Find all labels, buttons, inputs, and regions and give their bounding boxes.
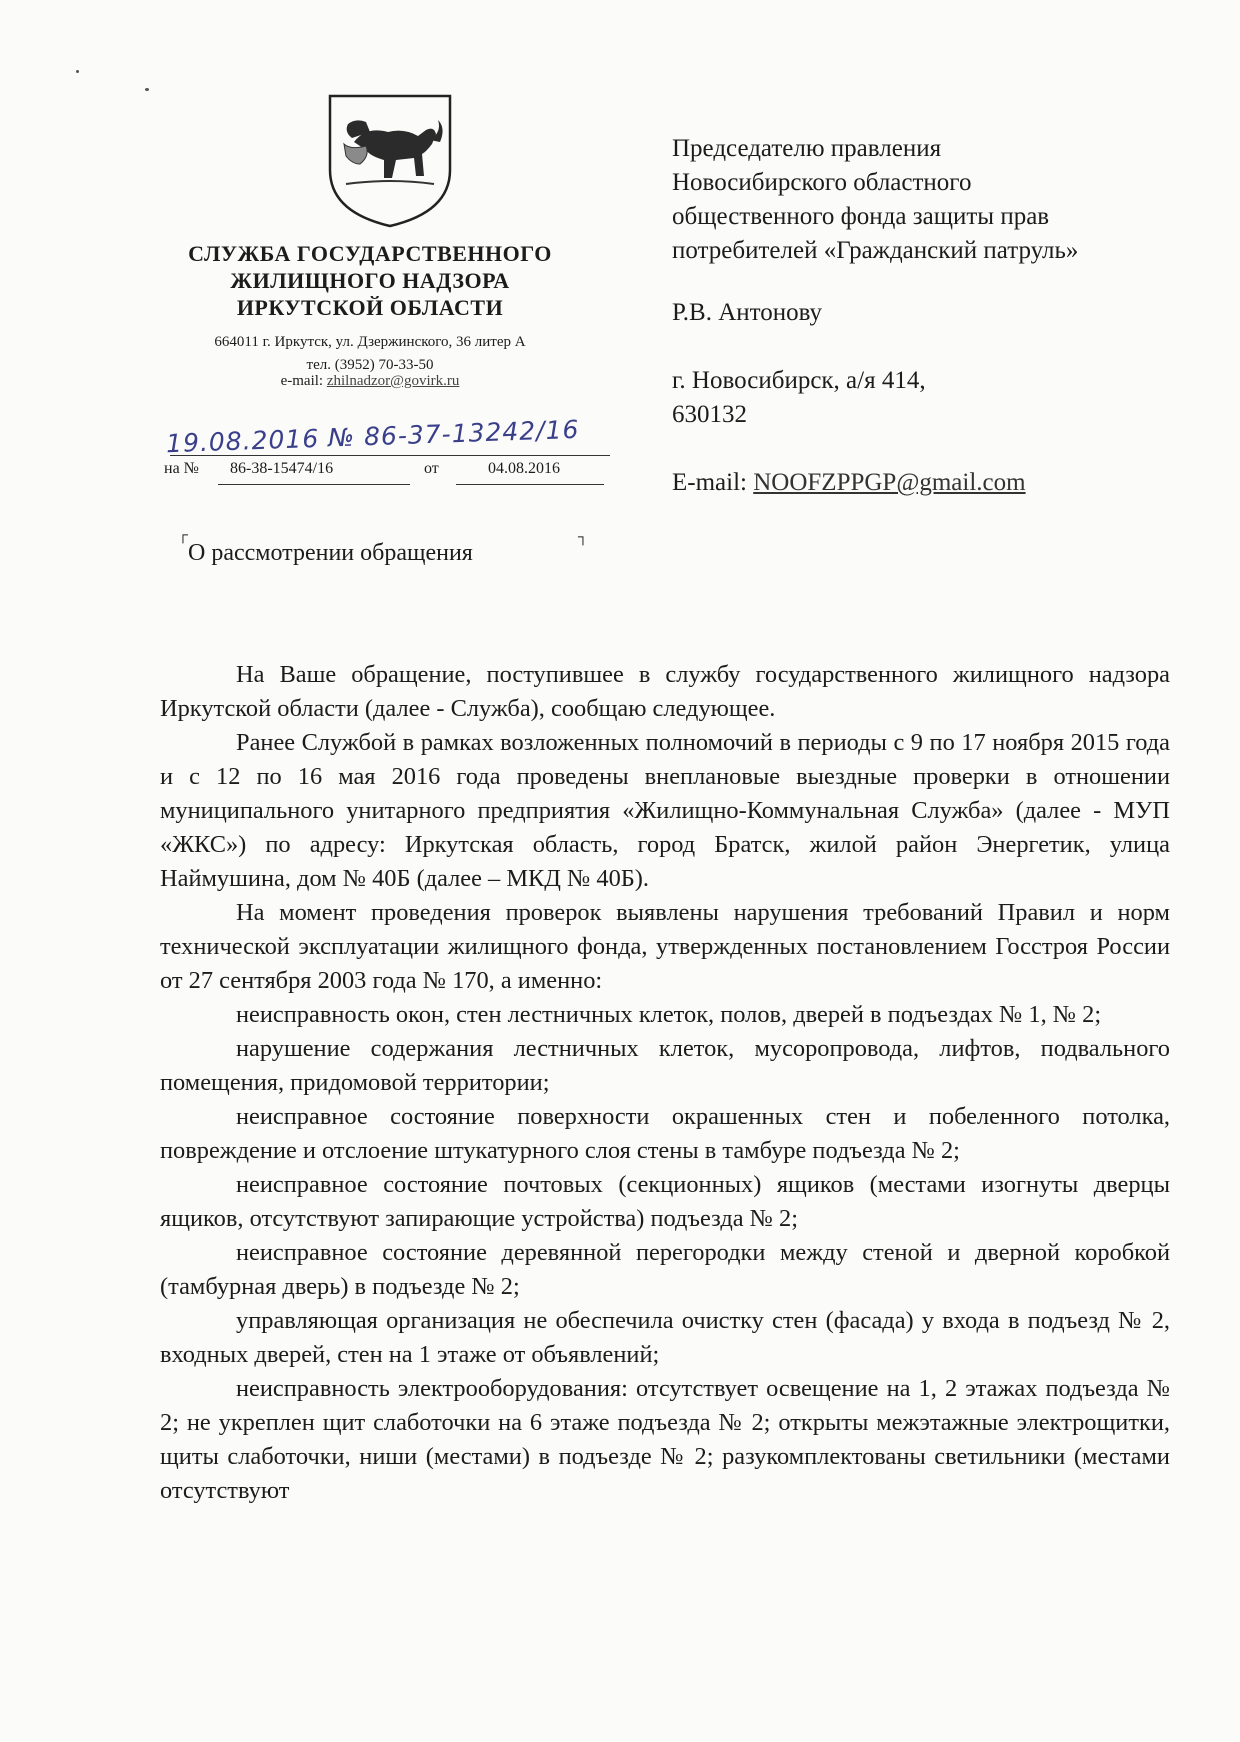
bracket-mark: ┌ xyxy=(178,528,188,543)
body-paragraph: неисправное состояние почтовых (секционных) ящиков (местами изогнуты дверцы ящиков, отсутствуют запирающие устройства) подъезда № 2; xyxy=(160,1171,1170,1232)
body-paragraph: На Ваше обращение, поступившее в службу государственного жилищного надзора Иркутской области (далее - Служба), сообщаю следующее. xyxy=(160,661,1170,722)
sender-block xyxy=(150,240,590,389)
coat-of-arms-icon xyxy=(326,92,454,230)
body-paragraph: неисправность окон, стен лестничных клеток, полов, дверей в подъездах № 1, № 2; xyxy=(236,1001,1102,1028)
recipient-email-label: E-mail: xyxy=(672,469,747,496)
divider xyxy=(456,484,604,485)
divider xyxy=(218,484,410,485)
sender-email-label: e-mail: xyxy=(280,373,324,389)
sender-email xyxy=(150,373,590,389)
sender-email-link[interactable]: zhilnadzor@govirk.ru xyxy=(326,373,460,389)
sender-address: 664011 г. Иркутск, ул. Дзержинского, 36 литер А xyxy=(214,334,526,350)
body-paragraph: неисправное состояние деревянной перегородки между стеной и дверной коробкой (тамбурная дверь) в подъезде № 2; xyxy=(160,1239,1170,1300)
sender-phone: тел. (3952) 70-33-50 xyxy=(306,357,434,373)
body-paragraph: неисправность электрооборудования: отсутствует освещение на 1, 2 этажах подъезда № 2; не укреплен щит слаботочки на 6 этаже подъезда № 2; открыты межэтажные электрощитки, щиты слаботочки, ниши (местами) в подъезде № 2; разукомплектованы светильники (местами отсутствуют xyxy=(160,1375,1170,1504)
ref-date: 04.08.2016 xyxy=(488,460,560,477)
body-paragraph: Ранее Службой в рамках возложенных полномочий в периоды с 9 по 17 ноября 2015 года и с 12 по 16 мая 2016 года проведены внеплановые выездные проверки в отношении муниципального унитарного предприятия «Жилищно-Коммунальная Служба» (далее - МУП «ЖКС») по адресу: Иркутская область, город Братск, жилой район Энергетик, улица Наймушина, дом № 40Б (далее – МКД № 40Б). xyxy=(160,729,1170,892)
recipient-name: Р.В. Антонову xyxy=(672,299,823,326)
ref-prefix: на № xyxy=(164,460,199,477)
recipient-line: потребителей «Гражданский патруль» xyxy=(672,237,1079,264)
body-paragraph: управляющая организация не обеспечила очистку стен (фасада) у входа в подъезд № 2, входных дверей, стен на 1 этаже от объявлений; xyxy=(160,1307,1170,1368)
recipient-postcode: 630132 xyxy=(672,401,747,428)
handwritten-outgoing-number: 19.08.2016 № 86-37-13242/16 xyxy=(165,414,580,459)
body-paragraph: неисправное состояние поверхности окрашенных стен и побеленного потолка, повреждение и отслоение штукатурного слоя стены в тамбуре подъезда № 2; xyxy=(160,1103,1170,1164)
body-paragraph: нарушение содержания лестничных клеток, мусоропровода, лифтов, подвального помещения, придомовой территории; xyxy=(160,1035,1170,1096)
ref-from: от xyxy=(424,460,439,477)
recipient-email-link[interactable]: NOOFZPPGP@gmail.com xyxy=(753,469,1026,496)
body-paragraph: На момент проведения проверок выявлены нарушения требований Правил и норм технической эксплуатации жилищного фонда, утвержденных постановлением Госстроя России от 27 сентября 2003 года № 170, а именно: xyxy=(160,899,1170,994)
recipient-line: общественного фонда защиты прав xyxy=(672,203,1050,230)
letter-body xyxy=(160,658,1170,1508)
recipient-email xyxy=(672,466,1026,500)
scan-speck xyxy=(145,88,149,91)
letter-subject: О рассмотрении обращения xyxy=(188,540,473,566)
scan-speck xyxy=(76,70,79,73)
sender-org-line: ИРКУТСКОЙ ОБЛАСТИ xyxy=(236,295,504,320)
ref-number: 86-38-15474/16 xyxy=(230,460,334,477)
recipient-line: Новосибирского областного xyxy=(672,169,972,196)
recipient-address: г. Новосибирск, а/я 414, xyxy=(672,367,926,394)
sender-org-line: СЛУЖБА ГОСУДАРСТВЕННОГО xyxy=(188,241,552,266)
divider xyxy=(170,455,610,456)
sender-org-line: ЖИЛИЩНОГО НАДЗОРА xyxy=(230,268,510,293)
recipient-line: Председателю правления xyxy=(672,135,942,162)
bracket-mark: ┐ xyxy=(578,530,588,545)
